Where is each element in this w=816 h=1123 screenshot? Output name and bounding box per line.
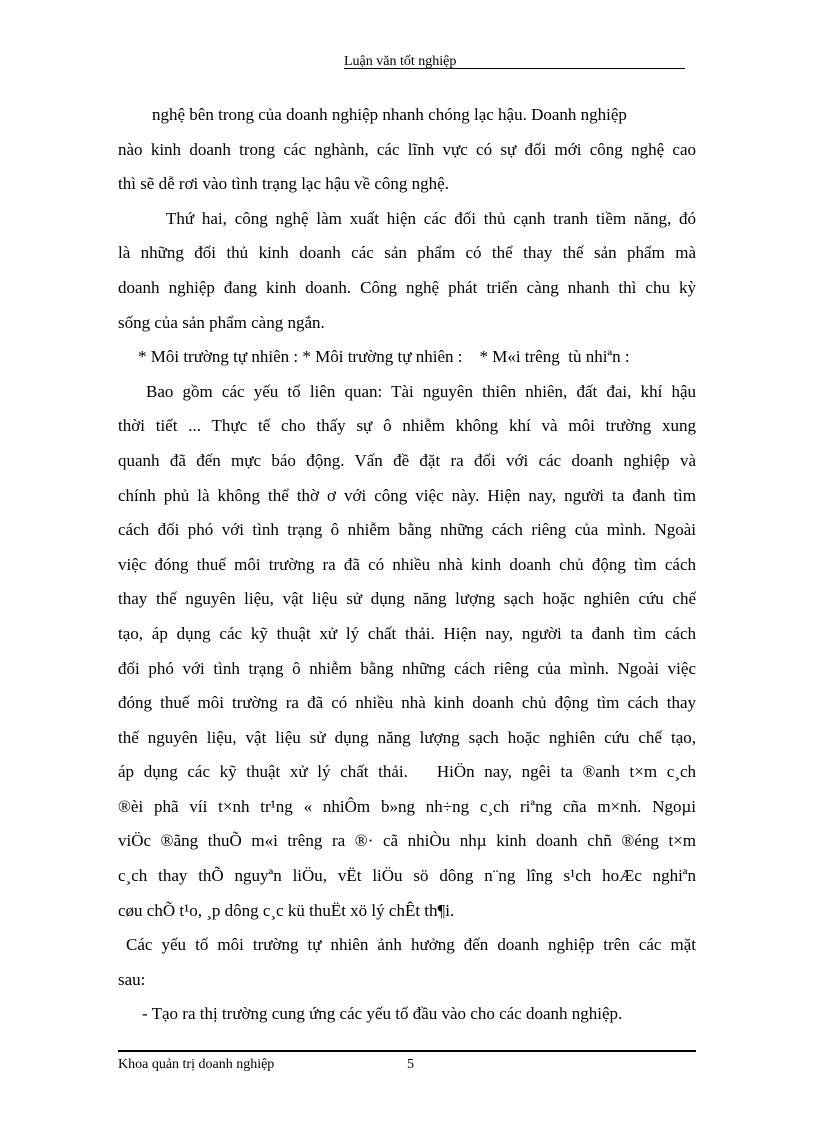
body-line: thì sẽ dễ rơi vào tình trạng lạc hậu về công nghệ.: [118, 174, 449, 194]
body-line: cách đối phó với tình trạng ô nhiễm bằng những cách riêng của mình. Ngoài: [118, 520, 696, 540]
body-line: nào kinh doanh trong các nghành, các lĩnh vực có sự đổi mới công nghệ cao: [118, 139, 696, 159]
body-line: việc đóng thuế môi trường ra đã có nhiều nhà kinh doanh chủ động tìm cách: [118, 554, 696, 574]
body-line: sống của sản phẩm càng ngắn.: [118, 312, 325, 332]
body-line: đóng thuế môi trường ra đã có nhiều nhà kinh doanh chủ động tìm cách thay: [118, 693, 696, 713]
body-line: thế nguyên liệu, vật liệu sử dụng năng lượng sạch hoặc nghiên cứu chế tạo,: [118, 727, 696, 747]
body-line: chính phủ là không thể thờ ơ với công việc này. Hiện nay, người ta đanh tìm: [118, 485, 696, 505]
footer-faculty-name: Khoa quản trị doanh nghiệp: [118, 1057, 275, 1072]
section-heading-line: * Môi trường tự nhiên : * Môi trường tự nhiên : * M«i trêng tù nhiªn :: [138, 347, 630, 367]
body-line: cøu chÕ t¹o, ¸p dông c¸c kü thuËt xö lý chÊt th¶i.: [118, 900, 455, 920]
body-line: đối phó với tình trạng ô nhiễm bằng những cách riêng của mình. Ngoài việc: [118, 658, 696, 678]
body-line: nghệ bên trong của doanh nghiệp nhanh chóng lạc hậu. Doanh nghiệp: [152, 105, 627, 124]
body-line: áp dụng các kỹ thuật xử lý chất thải. HiÖn nay, ngêi ta ®anh t×m c¸ch: [118, 762, 696, 782]
body-line: viÖc ®ãng thuÕ m«i trêng ra ®· cã nhiÒu nhµ kinh doanh chñ ®éng t×m: [118, 831, 696, 851]
body-line: là những đối thủ kinh doanh các sản phẩm có thể thay thế sản phẩm mà: [118, 243, 696, 263]
body-line: tạo, áp dụng các kỹ thuật xử lý chất thải. Hiện nay, người ta đanh tìm cách: [118, 623, 696, 643]
footer-rule: [118, 1050, 696, 1052]
body-line: thời tiết ... Thực tế cho thấy sự ô nhiễm không khí và môi trường xung: [118, 416, 696, 436]
body-line: thay thế nguyên liệu, vật liệu sử dụng năng lượng sạch hoặc nghiên cứu chế: [118, 589, 696, 609]
body-line: Bao gồm các yếu tố liên quan: Tài nguyên thiên nhiên, đất đai, khí hậu: [146, 381, 696, 401]
body-line: doanh nghiệp đang kinh doanh. Công nghệ phát triển càng nhanh thì chu kỳ: [118, 277, 696, 297]
body-line: ®èi phã víi t×nh tr¹ng « nhiÔm b»ng nh÷ng c¸ch riªng cña m×nh. Ngoµi: [118, 796, 696, 816]
running-header-title: Luận văn tốt nghiệp: [344, 54, 457, 69]
body-line: quanh đã đến mực báo động. Vấn đề đặt ra đối với các doanh nghiệp và: [118, 450, 696, 470]
page-number: 5: [407, 1057, 414, 1072]
body-line: Các yếu tố môi trường tự nhiên ảnh hưởng đến doanh nghiệp trên các mặt: [126, 935, 696, 955]
header-rule: [344, 68, 685, 69]
body-line: Thứ hai, công nghệ làm xuất hiện các đối thủ cạnh tranh tiềm năng, đó: [166, 208, 696, 228]
page-body: [118, 98, 696, 1032]
list-item: - Tạo ra thị trường cung ứng các yếu tố đầu vào cho các doanh nghiệp.: [142, 1004, 623, 1024]
body-line: sau:: [118, 969, 146, 989]
body-line: c¸ch thay thÕ nguyªn liÖu, vËt liÖu sö dông n¨ng lîng s¹ch hoÆc nghiªn: [118, 866, 696, 886]
